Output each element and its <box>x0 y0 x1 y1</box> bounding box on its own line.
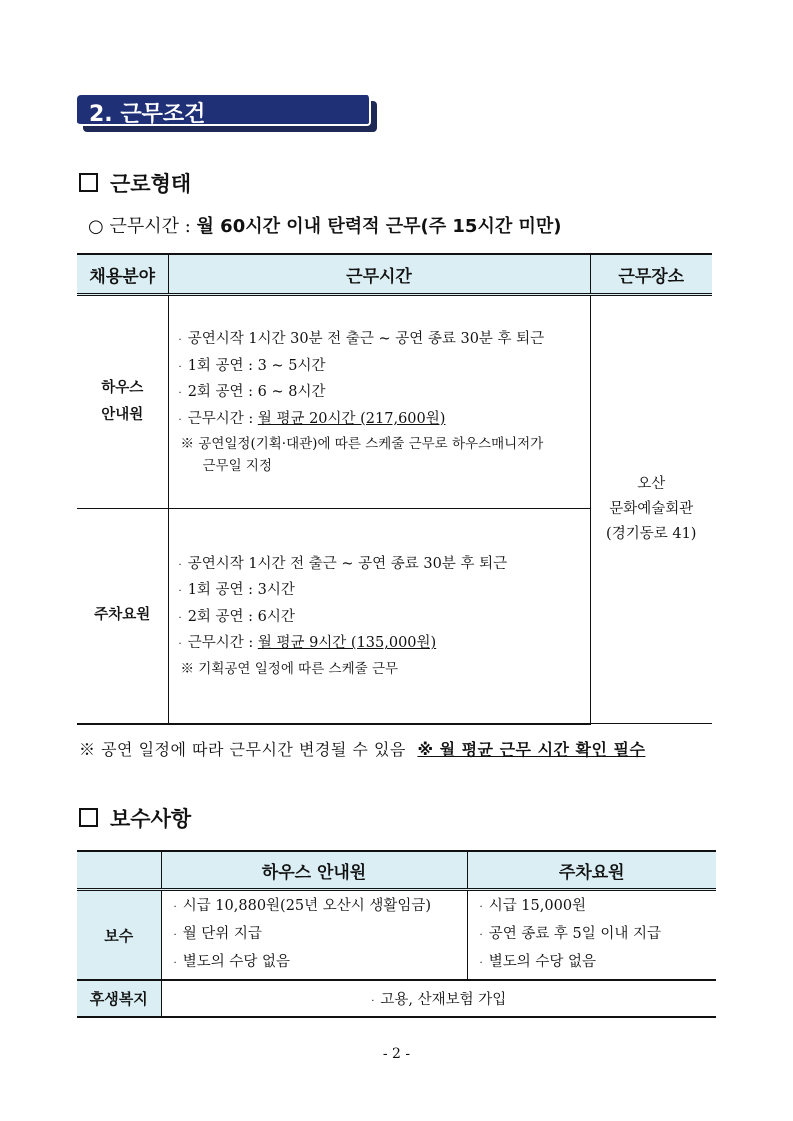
work-hours-value: 월 60시간 이내 탄력적 근무(주 15시간 미만) <box>196 216 562 237</box>
work-conditions-table <box>77 253 712 725</box>
house-usher-cell <box>77 295 168 509</box>
parking-note: ※ 기획공연 일정에 따른 스케줄 근무 <box>180 660 399 677</box>
section-heading-box <box>77 95 371 126</box>
parking-monthly-hours: 월 평균 9시간 (135,000원) <box>257 635 437 652</box>
list-item: 1회 공연 : 3시간 <box>187 582 295 599</box>
place-line-1: 오산 <box>637 476 666 492</box>
pay-header-house: 하우스 안내원 <box>161 851 467 890</box>
pay-header-parking: 주차요원 <box>467 851 716 890</box>
section-title: 2. 근무조건 <box>89 102 206 127</box>
list-item: 2회 공연 : 6 ~ 8시간 <box>187 384 326 400</box>
list-item: 별도의 수당 없음 <box>182 954 290 970</box>
pay-label: 보수 <box>77 890 161 981</box>
place-line-2: 문화예술회관 <box>609 501 694 517</box>
page-number: - 2 - <box>382 1046 411 1062</box>
table-row-house <box>77 295 712 509</box>
welfare-text: 고용, 산재보험 가입 <box>380 992 507 1008</box>
pay-header-empty <box>77 851 161 890</box>
checkbox-square-icon <box>79 808 98 827</box>
place-line-3: (경기동로 41) <box>606 526 697 542</box>
circle-bullet-icon: ○ <box>88 216 104 237</box>
parking-staff-hours: · 공연시작 1시간 전 출근 ~ 공연 종료 30분 후 퇴근 · 1회 공연 : 3시간 · 2회 공연 : 6시간 · 근무시간 : 월 평균 9시간 (135,000원) ※ 기획공연 일정에 따른 스케줄 근무 <box>168 509 590 724</box>
header-field: 채용분야 <box>77 254 168 295</box>
pay-row <box>77 890 716 981</box>
house-note-1: ※ 공연일정(기획·대관)에 따른 스케줄 근무로 하우스매니저가 <box>180 436 544 452</box>
section-heading <box>77 95 377 132</box>
pay-house-cell: · 시급 10,880원(25년 오산시 생활임금) · 월 단위 지급 · 별도의 수당 없음 <box>161 890 467 981</box>
list-item: 월 단위 지급 <box>182 926 262 942</box>
welfare-cell: · 고용, 산재보험 가입 <box>161 980 716 1017</box>
list-item: 별도의 수당 없음 <box>488 954 596 970</box>
house-usher-hours: · 공연시작 1시간 30분 전 출근 ~ 공연 종료 30분 후 퇴근 · 1회 공연 : 3 ~ 5시간 · 2회 공연 : 6 ~ 8시간 · 근무시간 : 월 평균 20시간 (217,600원) ※ 공연일정(기획·대관)에 따른 스케줄 근무로 하우스매니저가 근무일 지정 <box>168 295 590 509</box>
house-note-2: 근무일 지정 <box>202 458 272 474</box>
table-note-emphasis: ※ 월 평균 근무 시간 확인 필수 <box>417 740 646 759</box>
house-usher-name-2: 안내원 <box>101 407 144 423</box>
welfare-label: 후생복지 <box>77 980 161 1017</box>
table-note-text: ※ 공연 일정에 따라 근무시간 변경될 수 있음 <box>79 740 406 759</box>
table-header-row <box>77 254 712 295</box>
checkbox-square-icon <box>79 173 98 192</box>
pay-heading <box>79 803 191 833</box>
list-item-label: 근무시간 : <box>187 410 258 427</box>
work-hours-label: 근무시간 : <box>109 216 191 237</box>
pay-header-row <box>77 851 716 890</box>
list-item-label: 근무시간 : <box>187 635 258 652</box>
list-item: 시급 10,880원(25년 오산시 생활임금) <box>182 898 432 914</box>
work-form-heading <box>79 168 191 198</box>
list-item: 1회 공연 : 3 ~ 5시간 <box>187 357 326 374</box>
table-note <box>79 737 645 760</box>
pay-table <box>77 850 716 1018</box>
list-item: 공연 종료 후 5일 이내 지급 <box>488 926 662 942</box>
list-item: 공연시작 1시간 30분 전 출근 ~ 공연 종료 30분 후 퇴근 <box>187 331 545 347</box>
list-item: 공연시작 1시간 전 출근 ~ 공연 종료 30분 후 퇴근 <box>187 555 508 572</box>
pay-heading-text: 보수사항 <box>110 807 192 831</box>
header-place: 근무장소 <box>590 254 712 295</box>
work-place-cell <box>590 295 712 724</box>
list-item: 2회 공연 : 6시간 <box>187 608 295 625</box>
header-hours: 근무시간 <box>168 254 590 295</box>
list-item: 시급 15,000원 <box>488 898 587 914</box>
work-hours-line <box>88 212 562 238</box>
house-usher-name-1: 하우스 <box>101 380 144 396</box>
parking-staff-cell: 주차요원 <box>77 509 168 724</box>
welfare-row <box>77 980 716 1017</box>
work-form-heading-text: 근로형태 <box>110 172 192 196</box>
house-monthly-hours: 월 평균 20시간 (217,600원) <box>257 410 446 427</box>
pay-parking-cell: · 시급 15,000원 · 공연 종료 후 5일 이내 지급 · 별도의 수당 없음 <box>467 890 716 981</box>
